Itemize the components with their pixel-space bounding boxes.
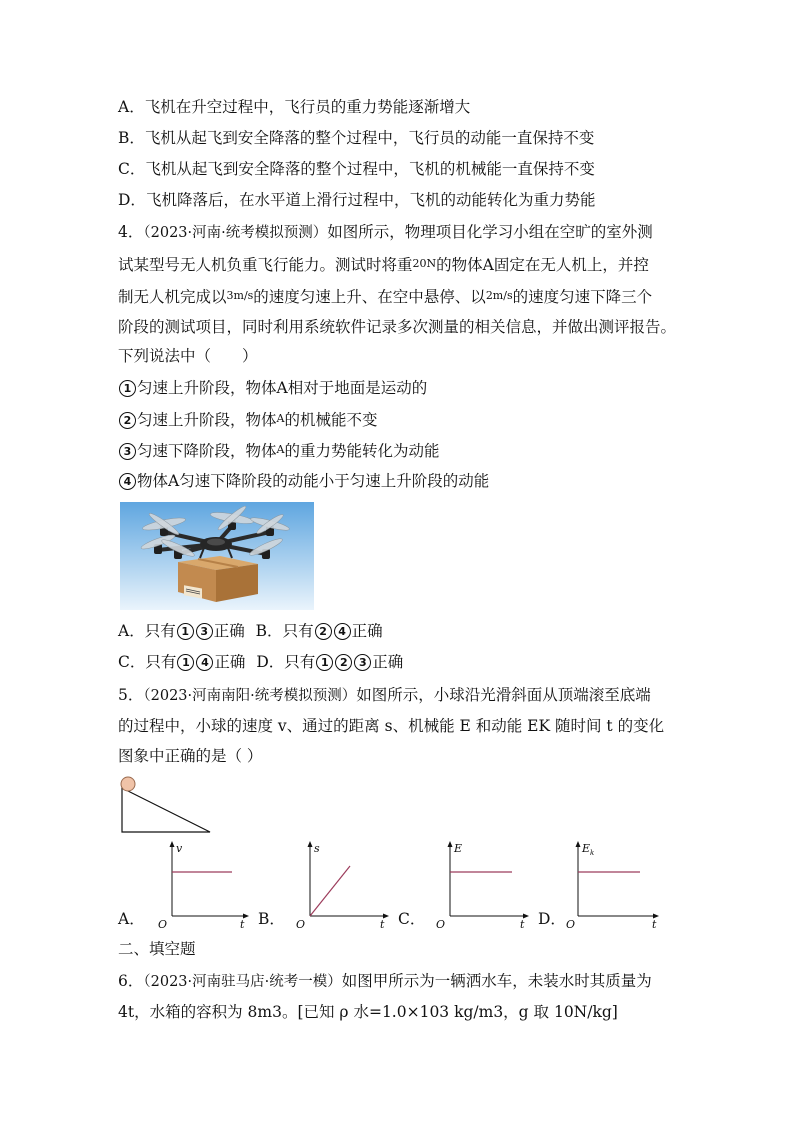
svg-text:O: O [436,918,446,930]
weight-value: 20N [412,257,437,270]
q5-graph-a [150,838,250,930]
q5-graph-c [430,838,530,930]
q5-option-d-letter: D． [538,910,566,928]
circled-number: 1 [119,380,136,397]
q4-stem-line3: 制无人机完成以3m/s的速度匀速上升、在空中悬停、以2m/s的速度匀速下降三个 [118,288,653,306]
q4-stem-line2: 试某型号无人机负重飞行能力。测试时将重20N的物体A固定在无人机上，并控 [118,256,649,274]
svg-text:k: k [590,849,595,857]
svg-text:v: v [176,842,183,855]
q5-option-b-letter: B． [258,910,285,928]
q5-option-c-letter: C． [398,910,426,928]
q3-option-a: A．飞机在升空过程中，飞行员的重力势能逐渐增大 [118,98,471,116]
section-heading: 二、填空题 [118,940,196,958]
svg-text:E: E [582,842,591,855]
q3-option-b: B．飞机从起飞到安全降落的整个过程中，飞行员的动能一直保持不变 [118,129,595,147]
q5-stem-line1: 5．（2023·河南南阳·统考模拟预测）如图所示，小球沿光滑斜面从顶端滚至底端 [118,686,651,704]
svg-text:t: t [520,918,525,930]
graph-curve [310,866,350,916]
q5-graph-b [290,838,390,930]
drone-carrying-box-image [120,502,314,610]
q3-option-d: D．飞机降落后，在水平道上滑行过程中，飞机的动能转化为重力势能 [118,191,596,209]
svg-text:t: t [380,918,385,930]
q5-stem-line2: 的过程中，小球的速度 v、通过的距离 s、机械能 E 和动能 EK 随时间 t 的变化 [118,717,665,735]
q6-stem-line1: 6．（2023·河南驻马店·统考一模）如图甲所示为一辆洒水车，未装水时其质量为 [118,972,652,990]
q5-stem-line3: 图象中正确的是（ ） [118,747,263,765]
q4-stem-line4: 阶段的测试项目，同时利用系统软件记录多次测量的相关信息，并做出测评报告。 [118,318,677,336]
speed-down-value: 2m/s [485,289,513,302]
q6-stem-line2: 4t，水箱的容积为 8m3。[已知 ρ 水=1.0×103 kg/m3，g 取 10N/kg] [118,1003,618,1021]
circled-number: 2 [119,412,136,429]
q5-graph-d [562,838,662,930]
circled-number: 4 [119,473,136,490]
q4-statement-2: 2 匀速上升阶段，物体A的机械能不变 [118,408,377,431]
svg-text:O: O [566,918,576,930]
svg-text:s: s [314,842,320,855]
q5-option-a-letter: A． [118,910,145,928]
svg-text:O: O [296,918,306,930]
q4-stem-line1: 4．（2023·河南·统考模拟预测）如图所示，物理项目化学习小组在空旷的室外测 [118,223,653,241]
q4-options-row2: C．只有 1 4 正确 D．只有 1 2 3 正确 [118,653,404,671]
q3-option-c: C．飞机从起飞到安全降落的整个过程中，飞机的机械能一直保持不变 [118,160,595,178]
svg-text:O: O [158,918,168,930]
svg-text:t: t [652,918,657,930]
speed-up-value: 3m/s [226,289,254,302]
q4-statement-1: 1 匀速上升阶段，物体A相对于地面是运动的 [118,377,427,399]
svg-text:t: t [240,918,245,930]
svg-text:E: E [454,842,463,855]
incline-ball-diagram [118,776,214,834]
q4-statement-4: 4 物体A匀速下降阶段的动能小于匀速上升阶段的动能 [118,470,489,492]
q4-options-row1: A．只有 1 3 正确 B．只有 2 4 正确 [118,622,383,640]
q4-stem-line5: 下列说法中（ ） [118,347,258,365]
circled-number: 3 [119,443,136,460]
q4-statement-3: 3 匀速下降阶段，物体A的重力势能转化为动能 [118,439,439,462]
